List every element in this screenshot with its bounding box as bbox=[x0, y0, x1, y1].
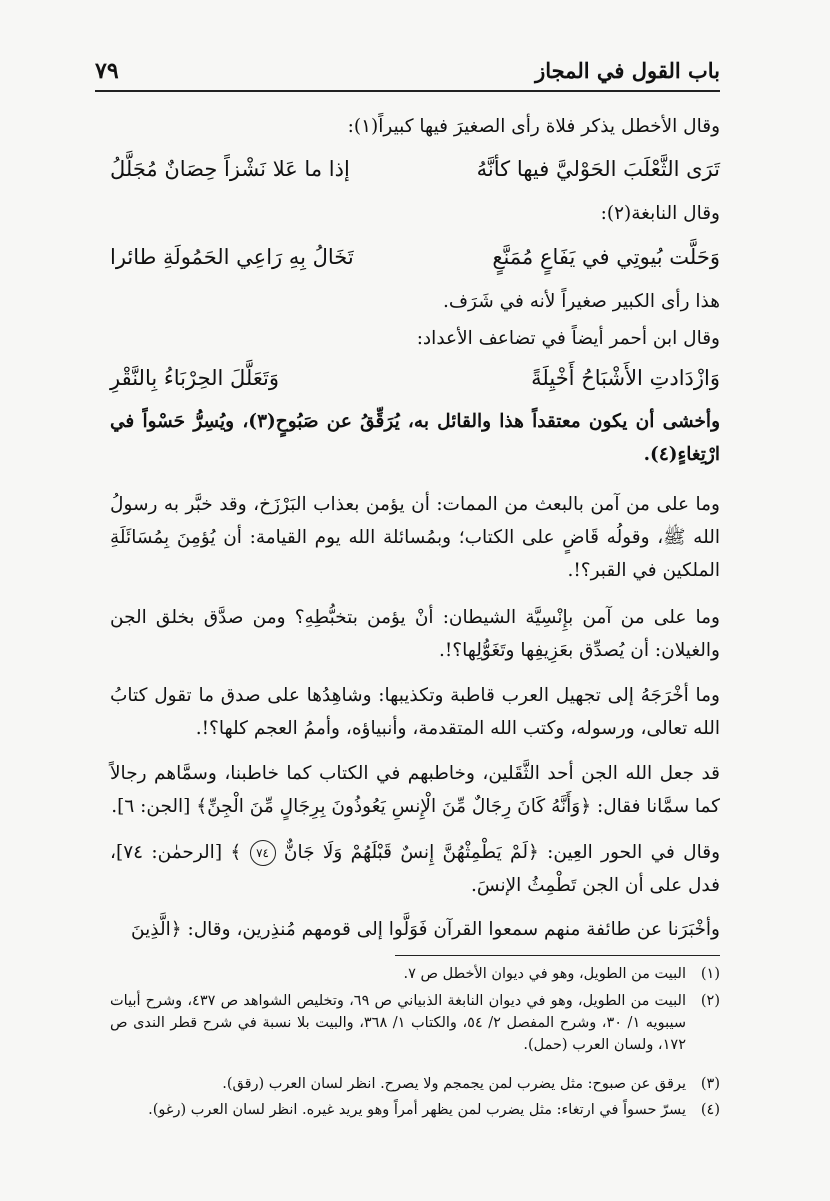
running-header bbox=[95, 56, 720, 92]
verse-first-hemistich: وَازْدَادتِ الأَشْبَاحُ أَخْيِلَةً bbox=[531, 366, 720, 390]
paragraph-hur-ayn bbox=[110, 836, 720, 902]
ayah-number-marker: ٧٤ bbox=[250, 840, 276, 866]
paragraph-barzakh: وما على من آمن بالبعث من الممات: أن يؤمن بعذاب البَرْزَخ، وقد خبَّر به رسولُ الله ﷺ، وقولُه قَاضٍ على الكتاب؛ وبمُسائلة الله يوم القيامة: أن يُؤمِنَ بِمُسَائَلَةِ الملكين في القبر؟!. bbox=[110, 494, 720, 581]
paragraph-shaitan: وما على من آمن بإِنْسِيَّة الشيطان: أنْ يؤمن بتخبُّطِهِ؟ ومن صدَّق بخلق الجن والغيلان: أن يُصدِّق بعَزِيفِها وتَغَوُّلِها؟!. bbox=[110, 607, 720, 661]
verse-akhtal bbox=[110, 157, 720, 189]
footnote-text: يرقق عن صبوح: مثل يضرب لمن يجمجم ولا يصرح. انظر لسان العرب (رقق). bbox=[222, 1076, 686, 1092]
verse-second-hemistich: وَتَعَلَّلَ الحِرْبَاءُ بِالنَّقْرِ bbox=[110, 366, 280, 390]
quran-reference: ﴾ [الرحمٰن: ٧٤]، فدل على أن الجن تَطْمِثُ الإنسَ. bbox=[110, 842, 720, 896]
paragraph-ibn-ahmar-intro: وقال ابن أحمر أيضاً في تضاعف الأعداد: bbox=[416, 328, 720, 349]
paragraph-jinn-quran: وأخْبَرَنا عن طائفة منهم سمعوا القرآن فَوَلَّوا إلى قومهم مُنذِرين، وقال: ﴿الَّذِينَ bbox=[131, 919, 720, 940]
footnote-1 bbox=[110, 963, 720, 985]
footnote-number: (٣) bbox=[700, 1076, 720, 1092]
paragraph-comment: هذا رأى الكبير صغيراً لأنه في شَرَف. bbox=[442, 291, 720, 312]
footnote-divider bbox=[395, 955, 720, 956]
footnote-text: يسرّ حسواً في ارتغاء: مثل يضرب لمن يظهر أمراً وهو يريد غيره. انظر لسان العرب (رغو). bbox=[148, 1102, 686, 1118]
page-number: ٧٩ bbox=[95, 58, 119, 84]
footnote-text: البيت من الطويل، وهو في ديوان النابغة الذبياني ص ٦٩، وتخليص الشواهد ص ٤٣٧، وشرح أبيات سيبويه ١/ ٣٠، وشرح المفصل ٢/ ٥٤، والكتاب ١/ ٣٦٨، والبيت بلا نسبة في شرح قطر الندى ص ١٧٢، ولسان العرب (حمل). bbox=[110, 993, 686, 1053]
footnote-number: (٤) bbox=[700, 1102, 720, 1118]
footnote-3 bbox=[110, 1073, 720, 1095]
footnote-text: البيت من الطويل، وهو في ديوان الأخطل ص ٧. bbox=[403, 966, 686, 982]
verse-first-hemistich: وَحَلَّت بُيوتِي في يَفَاعٍ مُمَنَّعٍ bbox=[492, 245, 720, 269]
paragraph-jinn-thaqalayn: قد جعل الله الجن أحد الثَّقَلين، وخاطبهم في الكتاب كما خاطبنا، وسمَّاهم رجالاً كما سمَّانا فقال: ﴿وَأَنَّهُ كَانَ رِجَالٌ مِّنَ الْإِنسِ يَعُوذُونَ بِرِجَالٍ مِّنَ الْجِنِّ﴾ [الجن: ٦]. bbox=[110, 763, 720, 817]
footnote-number: (٢) bbox=[700, 993, 720, 1009]
verse-second-hemistich: إذا ما عَلا نَشْزاً حِصَانٌ مُجَلَّلُ bbox=[110, 157, 350, 181]
paragraph-akhtal-intro: وقال الأخطل يذكر فلاة رأى الصغيرَ فيها كبيراً(١): bbox=[347, 116, 720, 137]
footnote-4 bbox=[110, 1099, 720, 1121]
footnote-2 bbox=[110, 990, 720, 1060]
chapter-title: باب القول في المجاز bbox=[535, 58, 720, 83]
verse-second-hemistich: تَخَالُ بِهِ رَاعِي الحَمُولَةِ طائرا bbox=[110, 245, 354, 269]
paragraph-arabs: وما أخْرَجَهُ إلى تجهيل العرب قاطبة وتكذيبها: وشاهِدُها على صدق ما تقول كتابُ الله تعالى، ورسوله، وكتب الله المتقدمة، وأنبياؤه، وأممُ العجم كلها؟!. bbox=[110, 685, 720, 739]
verse-first-hemistich: تَرَى الثَّعْلَبَ الحَوْليَّ فيها كأنَّهُ bbox=[476, 157, 720, 181]
paragraph-proverbs: وأخشى أن يكون معتقداً هذا والقائل به، يُرَقِّقُ عن صَبُوحٍ(٣)، ويُسِرُّ حَسْواً في ارْتِغاءٍ(٤). bbox=[110, 411, 720, 465]
verse-nabigha bbox=[110, 245, 720, 277]
verse-ibn-ahmar bbox=[110, 366, 720, 398]
footnote-number: (١) bbox=[700, 966, 720, 982]
quran-quote: وقال في الحور العِين: ﴿لَمْ يَطْمِثْهُنَّ إِنسٌ قَبْلَهُمْ وَلَا جَانٌّ bbox=[283, 842, 721, 863]
paragraph-nabigha-intro: وقال النابغة(٢): bbox=[600, 203, 720, 224]
